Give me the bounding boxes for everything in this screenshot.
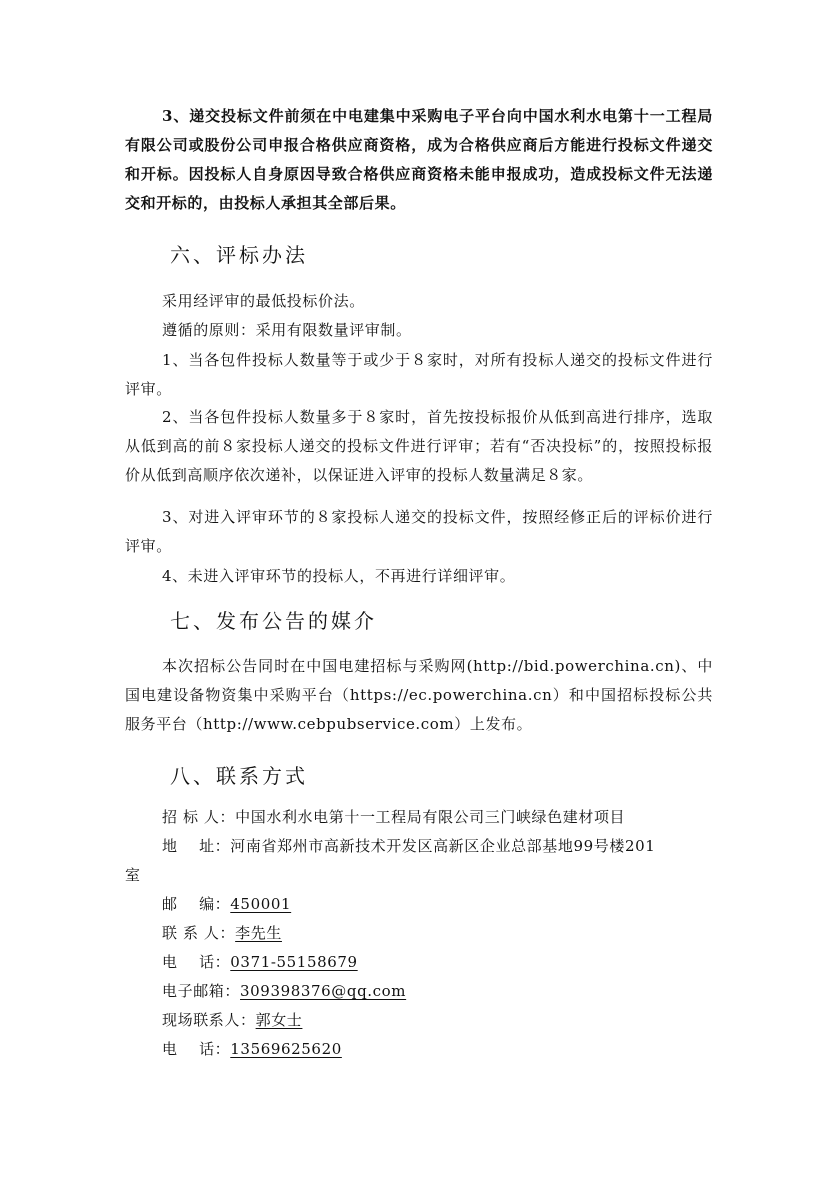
section6-paragraph-1: 采用经评审的最低投标价法。	[162, 292, 365, 310]
section5-item3: 3、递交投标文件前须在中电建集中采购电子平台向中国水利水电第十一工程局有限公司或股份公司申报合格供应商资格，成为合格供应商后方能进行投标文件递交和开标。因投标人自身原因导致合格供应商资格未能申报成功，造成投标文件无法递交和开标的，由投标人承担其全部后果。	[125, 107, 713, 212]
contact-label: 联 系 人：	[162, 924, 236, 942]
postcode-value: 450001	[230, 895, 292, 913]
address-value: 河南省郑州市高新技术开发区高新区企业总部基地99号楼201	[230, 837, 656, 855]
contact-row-address-continued	[125, 861, 713, 890]
phone-label: 电 话：	[162, 953, 231, 971]
site-contact-value: 郭女士	[255, 1011, 303, 1029]
site-contact-label: 现场联系人：	[162, 1011, 256, 1029]
section6-paragraph-6: 4、未进入评审环节的投标人，不再进行详细评审。	[162, 567, 516, 585]
contact-row-address	[125, 832, 713, 861]
section6-paragraph-5: 3、对进入评审环节的８家投标人递交的投标文件，按照经修正后的评标价进行评审。	[125, 508, 713, 555]
section6-paragraph-2: 遵循的原则：采用有限数量评审制。	[162, 321, 412, 339]
address-label: 地 址：	[162, 837, 231, 855]
section6-paragraph-3: 1、当各包件投标人数量等于或少于８家时，对所有投标人递交的投标文件进行评审。	[125, 351, 713, 398]
site-phone-label: 电 话：	[162, 1040, 231, 1058]
section6-paragraph-4: 2、当各包件投标人数量多于８家时，首先按投标报价从低到高进行排序，选取从低到高的前８家投标人递交的投标文件进行评审；若有“否决投标”的，按照投标报价从低到高顺序依次递补，以保证进入评审的投标人数量满足８家。	[125, 408, 713, 484]
contact-row-tenderer	[125, 803, 713, 832]
section7-heading: 七、发布公告的媒介	[170, 609, 377, 633]
section8-heading: 八、联系方式	[170, 764, 308, 788]
contact-row-email	[125, 977, 713, 1006]
contact-row-site-contact	[125, 1006, 713, 1035]
contact-value: 李先生	[235, 924, 282, 942]
contact-row-phone	[125, 948, 713, 977]
email-label: 电子邮箱：	[162, 982, 241, 1000]
section6-heading: 六、评标办法	[170, 243, 308, 267]
email-value: 309398376@qq.com	[240, 982, 407, 1000]
tenderer-value: 中国水利水电第十一工程局有限公司三门峡绿色建材项目	[235, 808, 626, 826]
contact-row-site-phone	[125, 1035, 713, 1064]
address-value-continued: 室	[125, 866, 141, 884]
contact-row-postcode	[125, 890, 713, 919]
site-phone-value: 13569625620	[230, 1040, 342, 1058]
section7-paragraph-1: 本次招标公告同时在中国电建招标与采购网(http://bid.powerchina.cn)、中国电建设备物资集中采购平台（https://ec.powerchina.cn）和中国招标投标公共服务平台（http://www.cebpubservice.com）上发布。	[125, 657, 713, 733]
tenderer-label: 招 标 人：	[162, 808, 236, 826]
contact-row-contact	[125, 919, 713, 948]
phone-value: 0371-55158679	[230, 953, 358, 971]
postcode-label: 邮 编：	[162, 895, 231, 913]
contact-list	[125, 803, 713, 1064]
